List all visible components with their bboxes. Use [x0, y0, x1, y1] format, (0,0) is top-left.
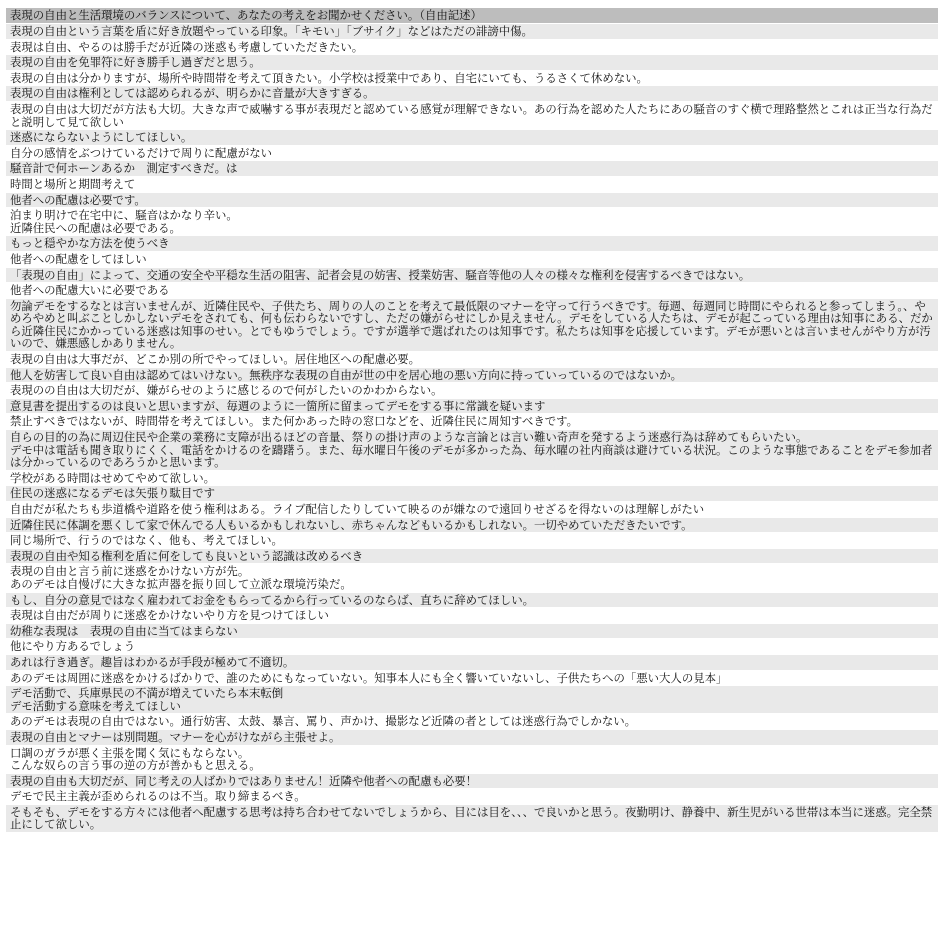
response-row: 意見書を提出するのは良いと思いますが、毎週のように一箇所に留まってデモをする事に常識を疑います [6, 399, 938, 414]
response-row: 近隣住民に体調を悪くして家で休んでる人もいるかもしれないし、赤ちゃんなどもいるかもしれない。一切やめていただきたいです。 [6, 518, 938, 533]
response-row: 幼稚な表現は 表現の自由に当てはまらない [6, 624, 938, 639]
response-row: 自分の感情をぶつけているだけで周りに配慮がない [6, 146, 938, 161]
response-row: 表現の自由は大切だが方法も大切。大きな声で威嚇する事が表現だと認めている感覚が理解できない。あの行為を認めた人たちにあの騒音のすぐ横で理路整然とこれは正当な行為だと説明して見て欲しい [6, 102, 938, 129]
response-row: 表現の自由を免罪符に好き勝手し過ぎだと思う。 [6, 55, 938, 70]
question-header: 表現の自由と生活環境のバランスについて、あなたの考えをお聞かせください。（自由記述） [6, 8, 938, 23]
response-row: 同じ場所で、行うのではなく、他も、考えてほしい。 [6, 533, 938, 548]
response-row: あれは行き過ぎ。趣旨はわかるが手段が極めて不適切。 [6, 655, 938, 670]
survey-sheet [6, 8, 938, 833]
response-row: 時間と場所と期間考えて [6, 177, 938, 192]
response-row: 表現のの自由は大切だが、嫌がらせのように感じるので何がしたいのかわからない。 [6, 383, 938, 398]
response-row: 他にやり方あるでしょう [6, 639, 938, 654]
response-row: 表現の自由と言う前に迷惑をかけない方が先。 あのデモは自慢げに大きな拡声器を振り回して立派な環境汚染だ。 [6, 564, 938, 591]
response-row: 他者への配慮は必要です。 [6, 193, 938, 208]
response-row: 他者への配慮大いに必要である [6, 283, 938, 298]
response-row: 表現の自由や知る権利を盾に何をしても良いという認識は改めるべき [6, 549, 938, 564]
response-row: 表現の自由とマナーは別問題。マナーを心がけながら主張せよ。 [6, 730, 938, 745]
response-row: あのデモは表現の自由ではない。通行妨害、太鼓、暴言、罵り、声かけ、撮影など近隣の者としては迷惑行為でしかない。 [6, 714, 938, 729]
response-row: 口調のガラが悪く主張を聞く気にもならない。 こんな奴らの言う事の逆の方が善かもと思える。 [6, 746, 938, 773]
response-row: もし、自分の意見ではなく雇われてお金をもらってるから行っているのならば、直ちに辞めてほしい。 [6, 593, 938, 608]
response-row: 表現の自由は分かりますが、場所や時間帯を考えて頂きたい。小学校は授業中であり、自宅にいても、うるさくて休めない。 [6, 71, 938, 86]
response-row: デモ活動で、兵庫県民の不満が増えていたら本末転倒 デモ活動する意味を考えてほしい [6, 686, 938, 713]
response-row: 表現の自由という言葉を盾に好き放題やっている印象。「キモい」「ブサイク」などはただの誹謗中傷。 [6, 24, 938, 39]
response-row: 住民の迷惑になるデモは矢張り駄目です [6, 486, 938, 501]
response-row: そもそも、デモをする方々には他者へ配慮する思考は持ち合わせてないでしょうから、目には目を、、、で良いかと思う。夜勤明け、静養中、新生児がいる世帯は本当に迷惑。完全禁止にして欲しい。 [6, 805, 938, 832]
response-row: 迷惑にならないようにしてほしい。 [6, 130, 938, 145]
response-row: 表現は自由、やるのは勝手だが近隣の迷惑も考慮していただきたい。 [6, 40, 938, 55]
response-row: 表現の自由は大事だが、どこか別の所でやってほしい。居住地区への配慮必要。 [6, 352, 938, 367]
response-row: 勿論デモをするなとは言いませんが、近隣住民や、子供たち、周りの人のことを考えて最低限のマナーを守って行うべきです。毎週、毎週同じ時間にやられると参ってしまう。、やめろやめと叫ぶことしかしないデモをされても、何も伝わらないですし、ただの嫌がらせにしか見えません。デモをしている人たちは、デモが起こっている理由は知事にある、だから近隣住民にかかっている迷惑は知事のせい。とでもゆうでしょう。ですが選挙で選ばれたのは知事です。私たちは知事を応援しています。デモが悪いとは言いませんがやり方が汚いので、嫌悪感しかありません。 [6, 299, 938, 351]
response-row: 禁止すべきではないが、時間帯を考えてほしい。また何かあった時の窓口などを、近隣住民に周知すべきです。 [6, 414, 938, 429]
response-row: 騒音計で何ホーンあるか 測定すべきだ。は [6, 161, 938, 176]
response-row: 他人を妨害して良い自由は認めてはいけない。無秩序な表現の自由が世の中を居心地の悪い方向に持っていっているのではないか。 [6, 368, 938, 383]
response-row: 自らの目的の為に周辺住民や企業の業務に支障が出るほどの音量、祭りの掛け声のような言論とは言い難い奇声を発するよう迷惑行為は辞めてもらいたい。 デモ中は電話も聞き取りにくく、電話をかけるのを躊躇う。また、毎水曜日午後のデモが多かった為、毎水曜の社内商談は避けている状況。このような事態であることをデモ参加者は分かっているのであろうかと思います。 [6, 430, 938, 470]
response-row: あのデモは周囲に迷惑をかけるばかりで、誰のためにもなっていない。知事本人にも全く響いていないし、子供たちへの「悪い大人の見本」 [6, 671, 938, 686]
response-row: 表現の自由は権利としては認められるが、明らかに音量が大きすぎる。 [6, 86, 938, 101]
response-row: 「表現の自由」によって、交通の安全や平穏な生活の阻害、記者会見の妨害、授業妨害、騒音等他の人々の様々な権利を侵害するべきではない。 [6, 268, 938, 283]
response-row: 泊まり明けで在宅中に、騒音はかなり辛い。 近隣住民への配慮は必要である。 [6, 208, 938, 235]
response-row: 自由だが私たちも歩道橋や道路を使う権利はある。ライブ配信したりしていて映るのが嫌なので遠回りせざるを得ないのは理解しがたい [6, 502, 938, 517]
response-list [6, 24, 938, 832]
response-row: 表現の自由も大切だが、同じ考えの人ばかりではありません！近隣や他者への配慮も必要！ [6, 774, 938, 789]
response-row: もっと穏やかな方法を使うべき [6, 236, 938, 251]
response-row: 学校がある時間はせめてやめて欲しい。 [6, 471, 938, 486]
response-row: 他者への配慮をしてほしい [6, 252, 938, 267]
response-row: デモで民主主義が歪められるのは不当。取り締まるべき。 [6, 789, 938, 804]
response-row: 表現は自由だが周りに迷惑をかけないやり方を見つけてほしい [6, 608, 938, 623]
